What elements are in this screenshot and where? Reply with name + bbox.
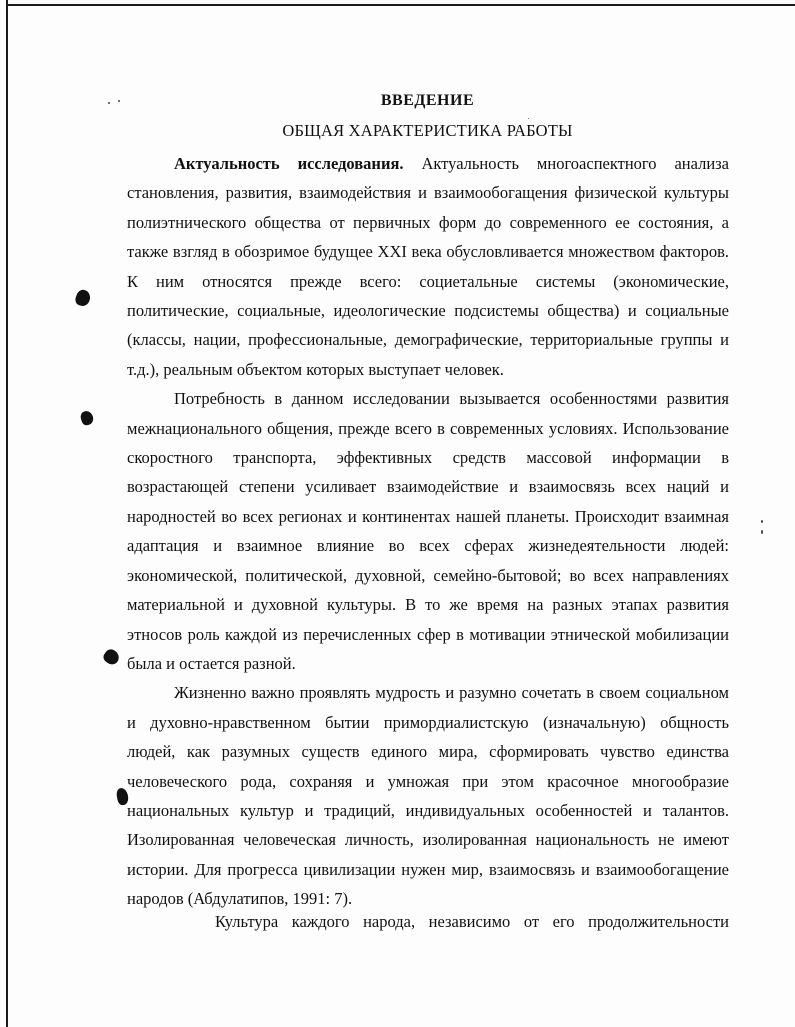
body-text bbox=[127, 149, 729, 914]
scan-speck bbox=[118, 100, 120, 102]
scan-edge-left bbox=[6, 0, 8, 1027]
paragraph-relevance bbox=[127, 149, 729, 384]
scan-edge-top bbox=[6, 4, 795, 6]
paragraph-lead: Актуальность исследования. bbox=[174, 154, 404, 173]
ink-blot-mark bbox=[101, 647, 121, 667]
scan-speck bbox=[108, 102, 110, 104]
ink-blot-mark bbox=[79, 410, 94, 427]
paragraph-culture-first-line: Культура каждого народа, независимо от его продолжительности bbox=[215, 912, 729, 931]
section-subtitle: ОБЩАЯ ХАРАКТЕРИСТИКА РАБОТЫ bbox=[282, 121, 573, 140]
paragraph-wisdom: Жизненно важно проявлять мудрость и разумно сочетать в своем социальном и духовно-нравственном бытии примордиалистскую (изначальную) общность людей, как разумных существ единого мира, сформировать чувство единства человеческого рода, сохраняя и умножая при этом красочное многообразие национальных культур и традиций, индивидуальных особенностей и талантов. Изолированная человеческая личность, изолированная национальность не имеют истории. Для прогресса цивилизации нужен мир, взаимосвязь и взаимообогащение народов (Абдулатипов, 1991: 7). bbox=[127, 683, 729, 909]
ink-blot-mark bbox=[74, 288, 93, 308]
paragraph-text: Актуальность многоаспектного анализа становления, развития, взаимодействия и взаимообогащения физической культуры полиэтнического общества от первичных форм до современного ее состояния, а также взгляд в обозримое будущее XXI века обусловливается множеством факторов. К ним относятся прежде всего: социетальные системы (экономические, политические, социальные, идеологические подсистемы общества) и социальные (классы, нации, профессиональные, демографические, территориальные группы и т.д.), реальным объектом которых выступает человек. bbox=[127, 154, 730, 379]
scan-speck bbox=[528, 118, 529, 119]
paragraph-need: Потребность в данном исследовании вызывается особенностями развития межнационального общения, прежде всего в современных условиях. Использование скоростного транспорта, эффективных средств массовой информации в возрастающей степени усиливает взаимодействие и взаимосвязь всех наций и народностей во всех регионах и континентах нашей планеты. Происходит взаимная адаптация и взаимное влияние во всех сферах жизнедеятельности людей: экономической, политической, духовной, семейно-бытовой; во всех направлениях материальной и духовной культуры. В то же время на разных этапах развития этносов роль каждой из перечисленных сфер в мотивации этнической мобилизации была и остается разной. bbox=[127, 389, 729, 673]
scan-speck bbox=[761, 520, 763, 523]
scan-speck bbox=[761, 530, 763, 534]
page-title: ВВЕДЕНИЕ bbox=[380, 92, 475, 109]
